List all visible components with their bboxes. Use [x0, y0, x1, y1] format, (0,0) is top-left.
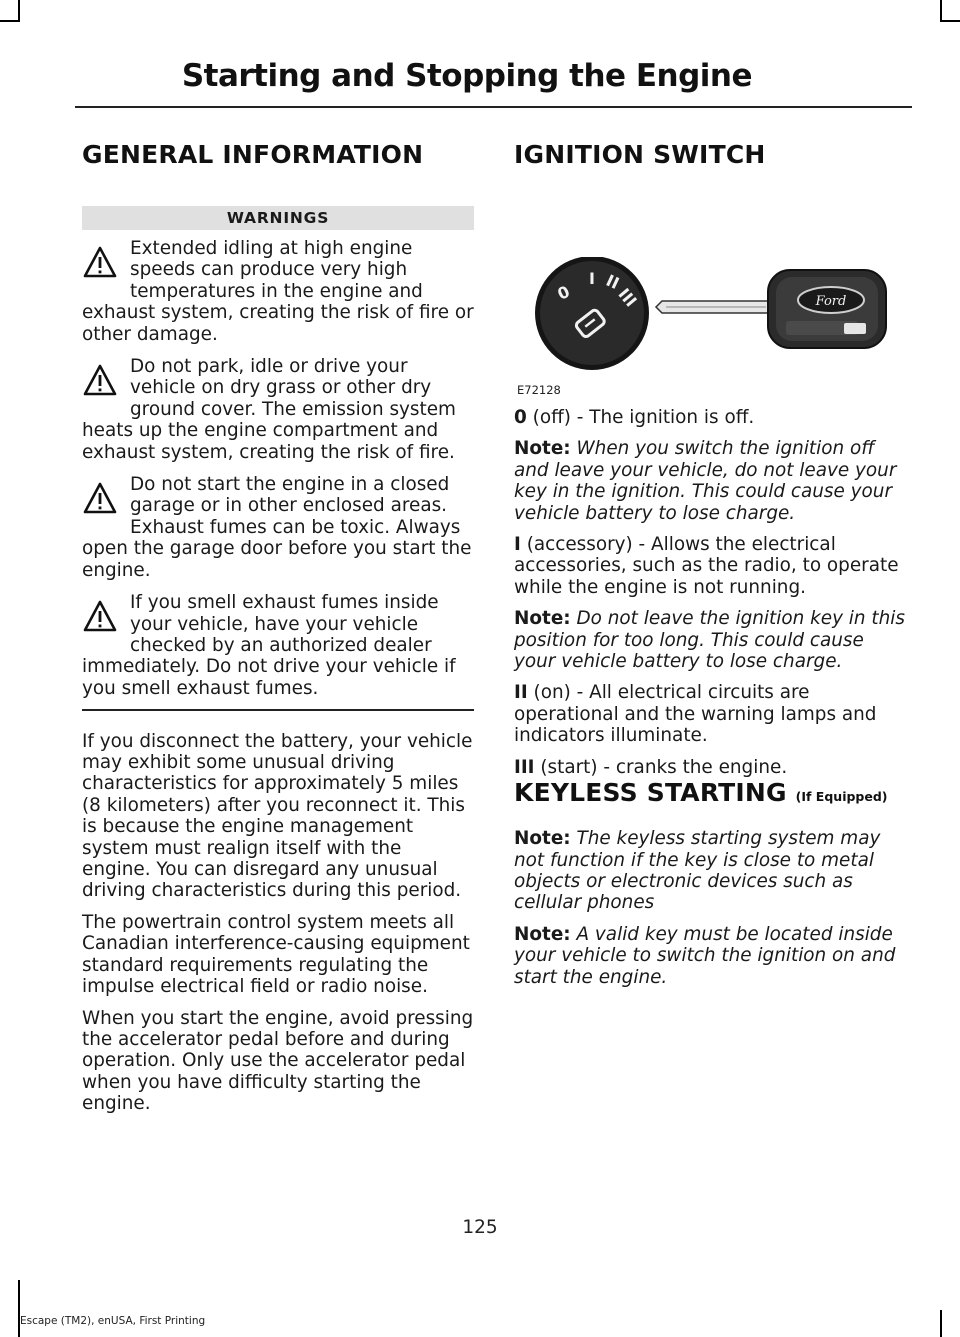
position-label: 0 — [514, 407, 527, 428]
ignition-switch-illustration — [514, 257, 907, 397]
warning-item — [82, 356, 474, 463]
position-label: III — [514, 756, 535, 778]
position-text: (on) - All electrical circuits are operational and the warning lamps and indicators illuminate. — [514, 682, 877, 747]
page-number: 125 — [462, 1217, 498, 1238]
keyless-heading-text: KEYLESS STARTING — [514, 778, 787, 808]
crop-mark — [18, 0, 20, 22]
note-label: Note: — [514, 923, 571, 945]
note-text: Do not leave the ignition key in this position for too long. This could cause your vehicle battery to lose charge. — [514, 608, 905, 673]
warning-triangle-icon — [82, 356, 118, 400]
warning-triangle-icon — [82, 592, 118, 636]
ignition-dial-icon — [535, 257, 649, 370]
key-head-icon — [768, 270, 886, 348]
note-label: Note: — [514, 608, 571, 630]
ignition-switch-heading: IGNITION SWITCH — [514, 140, 766, 169]
crop-mark — [940, 0, 942, 22]
position-text: (accessory) - Allows the electrical accessories, such as the radio, to operate while the engine is not running. — [514, 534, 899, 598]
crop-mark — [940, 1310, 942, 1337]
warning-text: Do not start the engine in a closed garage or in other enclosed areas. Exhaust fumes can be toxic. Always open the garage door before you start the engine. — [82, 474, 472, 581]
key-brand-logo: Ford — [815, 294, 847, 309]
edition-footer: Escape (TM2), enUSA, First Printing — [20, 1315, 206, 1327]
left-column — [82, 140, 474, 1115]
note-label: Note: — [514, 438, 571, 460]
note-paragraph — [514, 924, 907, 988]
warning-item — [82, 592, 474, 699]
note-paragraph — [514, 828, 907, 914]
note-text: The keyless starting system may not function if the key is close to metal objects or electronic devices such as cellular phones — [514, 828, 881, 914]
warnings-banner: WARNINGS — [82, 206, 474, 230]
crop-mark — [940, 20, 960, 22]
crop-mark — [0, 20, 20, 22]
general-information-heading: GENERAL INFORMATION — [82, 140, 424, 169]
warnings-end-divider — [82, 709, 474, 711]
note-label: Note: — [514, 828, 571, 850]
ignition-position-off — [514, 407, 907, 428]
position-text: (off) - The ignition is off. — [526, 407, 755, 428]
dial-label-2: II — [603, 270, 623, 293]
warning-item — [82, 238, 474, 345]
figure-code: E72128 — [517, 383, 561, 397]
ignition-position-accessory — [514, 534, 907, 598]
ignition-position-on — [514, 682, 907, 746]
right-column — [514, 140, 907, 988]
if-equipped-label: (If Equipped) — [795, 789, 888, 805]
warning-text: If you smell exhaust fumes inside your vehicle, have your vehicle checked by an authorized dealer immediately. Do not drive your vehicle if you smell exhaust fumes. — [82, 592, 456, 699]
header-divider — [75, 106, 912, 108]
dial-label-3: III — [614, 284, 641, 311]
note-text: When you switch the ignition off and leave your vehicle, do not leave your key in the ignition. This could cause your vehicle battery to lose charge. — [514, 438, 897, 524]
page-title: Starting and Stopping the Engine — [181, 58, 752, 94]
body-paragraph: If you disconnect the battery, your vehicle may exhibit some unusual driving characteristics for approximately 5 miles (8 kilometers) after you reconnect it. This is because the engine management system must realign itself with the engine. You can disregard any unusual driving characteristics during this period. — [82, 730, 473, 902]
warning-item — [82, 474, 474, 581]
note-text: A valid key must be located inside your vehicle to switch the ignition on and start the engine. — [514, 923, 896, 988]
keyless-starting-heading — [514, 778, 907, 807]
note-paragraph — [514, 438, 907, 524]
warning-triangle-icon — [82, 238, 118, 282]
note-paragraph — [514, 608, 907, 672]
warning-triangle-icon — [82, 474, 118, 518]
dial-label-1: I — [589, 269, 595, 288]
position-text: (start) - cranks the engine. — [534, 756, 788, 778]
position-label: I — [514, 534, 521, 556]
body-paragraph: When you start the engine, avoid pressing the accelerator pedal before and during operation. Only use the accelerator pedal when you have difficulty starting the engine. — [82, 1007, 474, 1115]
ignition-key-diagram — [514, 257, 907, 379]
key-blade-icon — [656, 301, 769, 313]
warning-text: Do not park, idle or drive your vehicle on dry grass or other dry ground cover. The emission system heats up the engine compartment and exhaust system, creating the risk of fire. — [82, 356, 456, 463]
warning-text: Extended idling at high engine speeds can produce very high temperatures in the engine and exhaust system, creating the risk of fire or other damage. — [82, 238, 474, 345]
body-paragraph: The powertrain control system meets all Canadian interference-causing equipment standard requirements regulating the impulse electrical field or radio noise. — [82, 911, 470, 998]
dial-label-0: 0 — [554, 281, 573, 304]
ignition-position-start — [514, 757, 907, 778]
crop-mark — [18, 1280, 20, 1337]
position-label: II — [514, 682, 528, 704]
